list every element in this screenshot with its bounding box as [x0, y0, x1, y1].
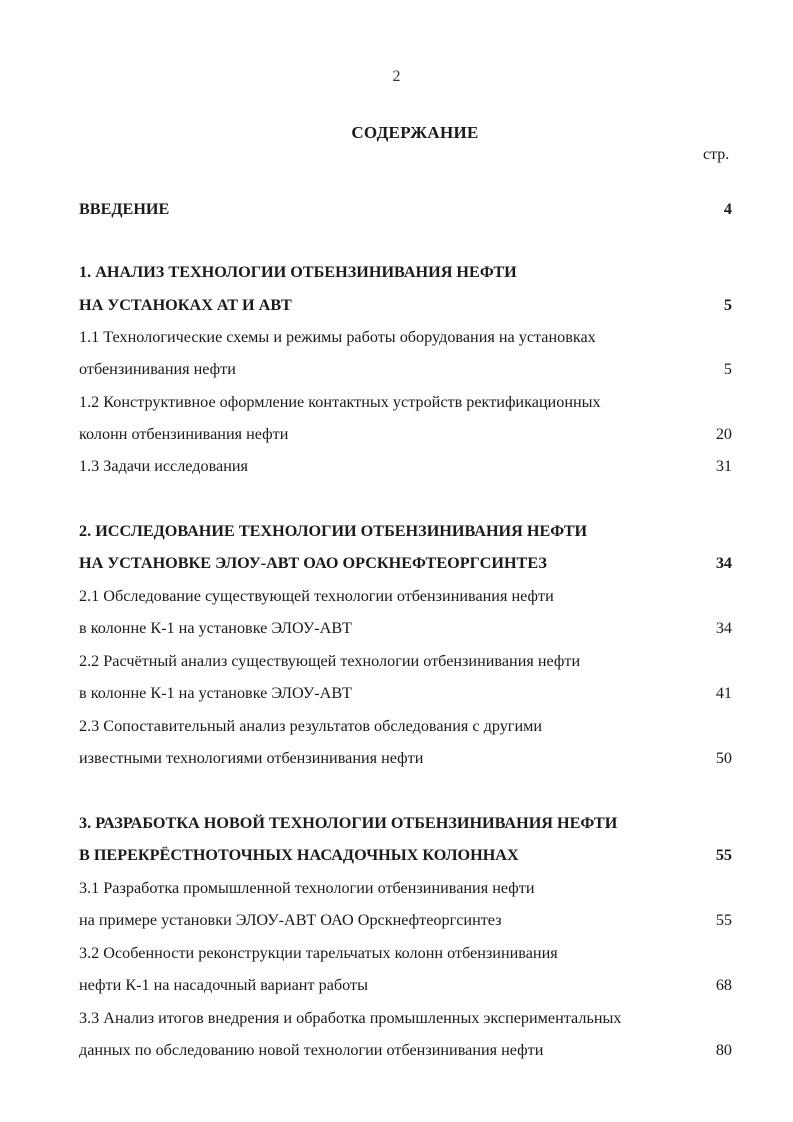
toc-section-1-3-line1: 1.3 Задачи исследования — [79, 457, 248, 475]
toc-section-2-3-page: 50 — [715, 749, 732, 767]
toc-chapter-3-page: 55 — [715, 846, 732, 864]
page-number: 2 — [392, 68, 401, 85]
toc-section-2-1-page: 34 — [715, 619, 732, 637]
toc-chapter-1-page: 5 — [723, 296, 732, 314]
toc-chapter-3-title-line2: В ПЕРЕКРЁСТНОТОЧНЫХ НАСАДОЧНЫХ КОЛОННАХ — [79, 846, 519, 864]
toc-section-3-3-page: 80 — [715, 1041, 732, 1059]
toc-section-1-2-line1: 1.2 Конструктивное оформление контактных устройств ректификационных — [79, 393, 601, 411]
toc-section-1-1-line1: 1.1 Технологические схемы и режимы работы оборудования на установках — [79, 328, 596, 346]
toc-intro-title: ВВЕДЕНИЕ — [79, 200, 170, 218]
toc-section-3-3-line1: 3.3 Анализ итогов внедрения и обработка промышленных экспериментальных — [79, 1009, 622, 1027]
toc-section-2-2-page: 41 — [715, 684, 732, 702]
toc-section-2-2-line1: 2.2 Расчётный анализ существующей технологии отбензинивания нефти — [79, 652, 581, 670]
toc-section-1-2-line2: колонн отбензинивания нефти — [79, 425, 289, 443]
toc-chapter-2-title-line2: НА УСТАНОВКЕ ЭЛОУ-АВТ ОАО ОРСКНЕФТЕОРГСИНТЕЗ — [79, 554, 547, 572]
toc-section-1-1-page: 5 — [723, 360, 732, 378]
toc-section-2-3-line1: 2.3 Сопоставительный анализ результатов обследования с другими — [79, 717, 543, 735]
toc-section-2-1-line1: 2.1 Обследование существующей технологии отбензинивания нефти — [79, 587, 554, 605]
toc-chapter-1-title-line1: 1. АНАЛИЗ ТЕХНОЛОГИИ ОТБЕНЗИНИВАНИЯ НЕФТИ — [79, 263, 517, 281]
toc-chapter-2-page: 34 — [715, 554, 732, 572]
toc-section-2-3-line2: известными технологиями отбензинивания нефти — [79, 749, 424, 767]
toc-section-3-1-line2: на примере установки ЭЛОУ-АВТ ОАО Орскнефтеоргсинтез — [79, 911, 502, 929]
toc-chapter-1-title-line2: НА УСТАНОКАХ АТ И АВТ — [79, 296, 292, 314]
toc-section-1-3-page: 31 — [715, 457, 732, 475]
toc-section-1-1-line2: отбензинивания нефти — [79, 360, 236, 378]
toc-section-3-2-line1: 3.2 Особенности реконструкции тарельчатых колонн отбензинивания — [79, 944, 558, 962]
toc-section-2-2-line2: в колонне К-1 на установке ЭЛОУ-АВТ — [79, 684, 352, 702]
toc-section-3-1-page: 55 — [715, 911, 732, 929]
page-title: СОДЕРЖАНИЕ — [351, 123, 479, 142]
toc-section-3-3-line2: данных по обследованию новой технологии отбензинивания нефти — [79, 1041, 544, 1059]
toc-section-1-2-page: 20 — [715, 425, 732, 443]
toc-intro-page: 4 — [723, 200, 732, 218]
toc-section-2-1-line2: в колонне К-1 на установке ЭЛОУ-АВТ — [79, 619, 352, 637]
toc-section-3-1-line1: 3.1 Разработка промышленной технологии отбензинивания нефти — [79, 879, 535, 897]
toc-section-3-2-line2: нефти К-1 на насадочный вариант работы — [79, 976, 368, 994]
toc-chapter-2-title-line1: 2. ИССЛЕДОВАНИЕ ТЕХНОЛОГИИ ОТБЕНЗИНИВАНИЯ НЕФТИ — [79, 522, 588, 540]
page-column-label: стр. — [703, 146, 730, 163]
toc-section-3-2-page: 68 — [715, 976, 732, 994]
toc-chapter-3-title-line1: 3. РАЗРАБОТКА НОВОЙ ТЕХНОЛОГИИ ОТБЕНЗИНИВАНИЯ НЕФТИ — [79, 814, 618, 832]
